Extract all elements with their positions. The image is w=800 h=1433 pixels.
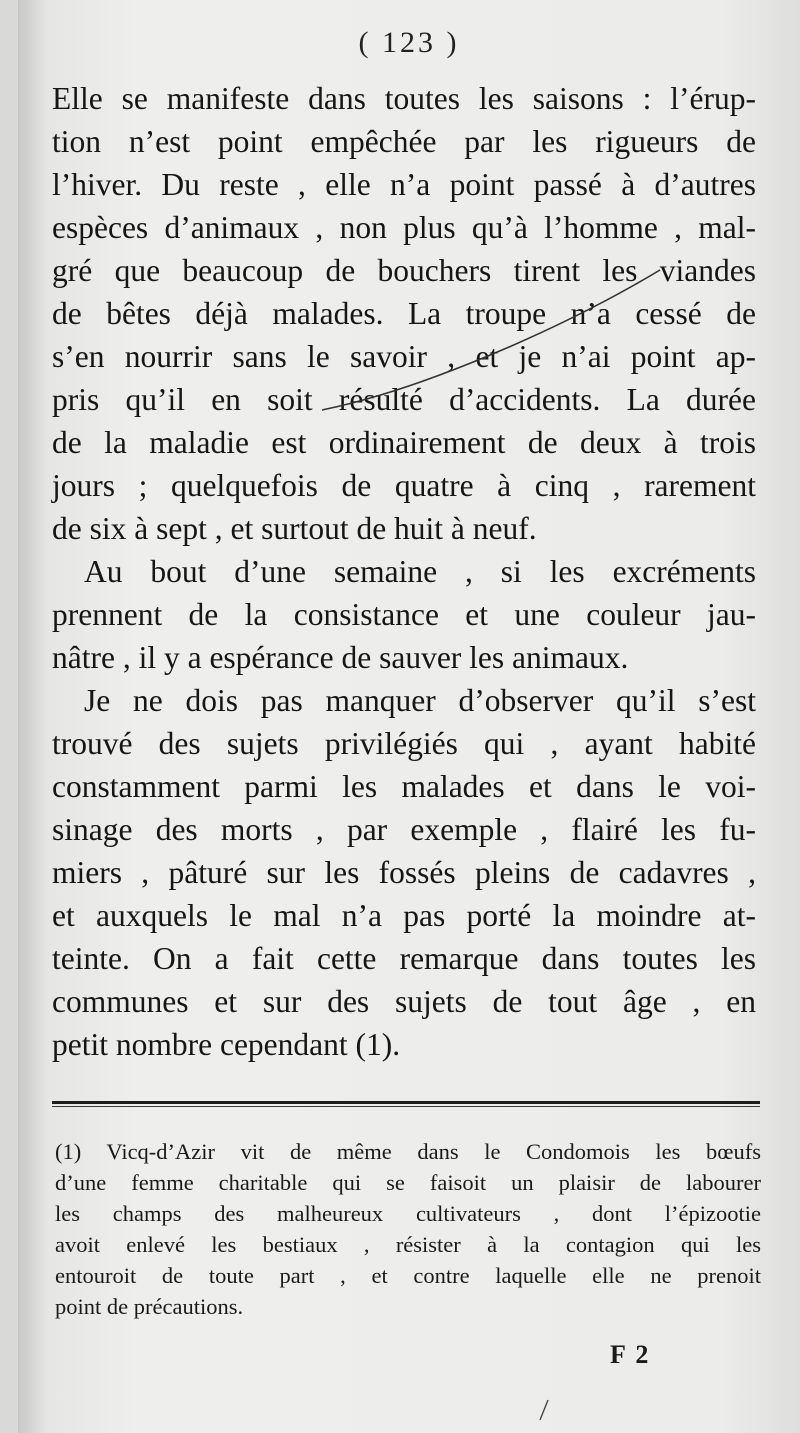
body-line: s’en nourrir sans le savoir , et je n’ai point ap- [52,339,756,374]
body-line: Elle se manifeste dans toutes les saisons : l’érup- [52,81,756,116]
body-line: petit nombre cependant (1). [52,1027,401,1062]
body-line: Je ne dois pas manquer d’observer qu’il s’est [84,683,756,718]
body-line: communes et sur des sujets de tout âge , en [52,984,756,1019]
body-line: l’hiver. Du reste , elle n’a point passé à d’autres [52,167,756,202]
body-line: nâtre , il y a espérance de sauver les animaux. [52,640,629,675]
footnote-line: d’une femme charitable qui se faisoit un plaisir de labourer [55,1170,761,1195]
body-line: sinage des morts , par exemple , flairé les fu- [52,812,756,847]
body-line: jours ; quelquefois de quatre à cinq , rarement [52,468,756,503]
body-line: tion n’est point empêchée par les rigueurs de [52,124,756,159]
body-line: gré que beaucoup de bouchers tirent les viandes [52,253,756,288]
page-number: ( 123 ) [358,26,460,59]
footnote-line: avoit enlevé les bestiaux , résister à la contagion qui les [55,1232,761,1257]
signature-mark: F 2 [610,1340,651,1369]
body-line: espèces d’animaux , non plus qu’à l’homme , mal- [52,210,756,245]
body-line: prennent de la consistance et une couleur jau- [52,597,756,632]
footnote-line: point de précautions. [55,1294,244,1319]
body-line: de six à sept , et surtout de huit à neuf. [52,511,537,546]
body-line: Au bout d’une semaine , si les excréments [84,554,756,589]
body-line: pris qu’il en soit résulté d’accidents. La durée [52,382,756,417]
footnote-line: les champs des malheureux cultivateurs , dont l’épizootie [55,1201,761,1226]
body-line: trouvé des sujets privilégiés qui , ayant habité [52,726,756,761]
body-line: teinte. On a fait cette remarque dans toutes les [52,941,756,976]
body-line: miers , pâturé sur les fossés pleins de cadavres , [52,855,756,890]
footnote-line: (1) Vicq-d’Azir vit de même dans le Condomois les bœufs [55,1139,761,1164]
body-line: de bêtes déjà malades. La troupe n’a cessé de [52,296,756,331]
footnote-line: entouroit de toute part , et contre laquelle elle ne prenoit [55,1263,761,1288]
body-line: et auxquels le mal n’a pas porté la moindre at- [52,898,756,933]
body-line: de la maladie est ordinairement de deux à trois [52,425,756,460]
body-line: constamment parmi les malades et dans le voi- [52,769,756,804]
